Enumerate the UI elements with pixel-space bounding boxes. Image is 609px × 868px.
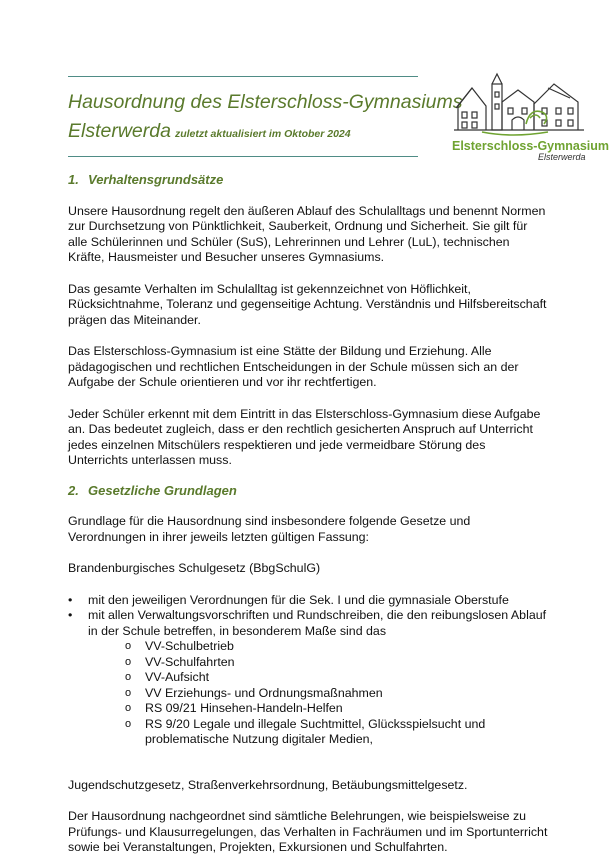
- list-item-text: mit allen Verwaltungsvorschriften und Rundschreiben, die den reibungslosen Ablauf in der Schule betreffen, in besonderem Maße sind das: [88, 608, 547, 638]
- header-rule-bottom: [68, 156, 418, 157]
- document-body: [68, 172, 548, 856]
- bullet-list: [68, 593, 548, 748]
- law-name: Brandenburgisches Schulgesetz (BbgSchulG): [68, 561, 321, 575]
- logo-subtext: Elsterwerda: [538, 152, 586, 162]
- paragraph: Das Elsterschloss-Gymnasium ist eine Stätte der Bildung und Erziehung. Alle pädagogischen und rechtlichen Entscheidungen in der Schule müssen sich an der Aufgabe der Schule orientieren und vor ihr rechtfertigen.: [68, 344, 519, 389]
- paragraph: Jugendschutzgesetz, Straßenverkehrsordnung, Betäubungsmittelgesetz.: [68, 777, 468, 792]
- sub-list-item: o VV-Schulbetrieb: [88, 639, 548, 655]
- section-heading-1: [68, 172, 548, 188]
- list-item: • mit den jeweiligen Verordnungen für die Sek. I und die gymnasiale Oberstufe: [68, 593, 548, 609]
- document-title: Hausordnung des Elsterschloss-Gymnasiums: [68, 91, 463, 113]
- paragraph: Das gesamte Verhalten im Schulalltag ist gekennzeichnet von Höflichkeit, Rücksichtnahme, Toleranz und gegenseitige Achtung. Verständnis und Hilfsbereitschaft prägen das Miteinander.: [68, 281, 547, 327]
- logo-wordmark: Elsterschloss-Gymnasium: [452, 139, 609, 153]
- section-title-2: Gesetzliche Grundlagen: [88, 482, 237, 498]
- sub-list: [88, 639, 548, 748]
- section-heading-2: [68, 483, 548, 499]
- header-rule-top: [68, 76, 418, 77]
- sub-list-item: o VV-Aufsicht: [88, 670, 548, 686]
- section-number-1: 1.: [68, 172, 79, 187]
- sub-list-item: o VV Erziehungs- und Ordnungsmaßnahmen: [88, 686, 548, 702]
- update-note: zuletzt aktualisiert im Oktober 2024: [174, 128, 351, 140]
- paragraph: Jeder Schüler erkennt mit dem Eintritt in das Elsterschloss-Gymnasium diese Aufgabe an. Das bedeutet zugleich, dass er den rechtlich gesicherten Anspruch auf Unterricht jedes einzelnen Mitschülers respektieren und jede vermeidbare Störung des Unterrichts unterlassen muss.: [68, 406, 541, 467]
- section-title-1: Verhaltensgrundsätze: [88, 172, 224, 187]
- paragraph: Grundlage für die Hausordnung sind insbesondere folgende Gesetze und Verordnungen in ihrer jeweils letzten gültigen Fassung:: [68, 514, 471, 544]
- subtitle-city: Elsterwerda: [68, 120, 171, 142]
- sub-list-item: o VV-Schulfahrten: [88, 655, 548, 671]
- document-subtitle: [68, 119, 351, 146]
- section-number-2: 2.: [68, 482, 79, 498]
- sub-list-item: o RS 09/21 Hinsehen-Handeln-Helfen: [88, 701, 548, 717]
- list-item: [68, 608, 548, 748]
- paragraph: Unsere Hausordnung regelt den äußeren Ablauf des Schulalltags und benennt Normen zur Durchsetzung von Pünktlichkeit, Sauberkeit, Ordnung und Sicherheit. Sie gilt für alle Schülerinnen und Schüler (SuS), Lehrerinnen und Lehrer (LuL), technischen Kräfte, Hausmeister und Besucher unseres Gymnasiums.: [68, 203, 546, 264]
- paragraph: Der Hausordnung nachgeordnet sind sämtliche Belehrungen, wie beispielsweise zu Prüfungs- und Klausurregelungen, das Verhalten in Fachräumen und im Sportunterricht sowie bei Veranstaltungen, Projekten, Exkursionen und Schulfahrten.: [68, 809, 548, 854]
- sub-list-item: o RS 9/20 Legale und illegale Suchtmittel, Glücksspielsucht und problematische Nutzung digitaler Medien,: [88, 717, 548, 748]
